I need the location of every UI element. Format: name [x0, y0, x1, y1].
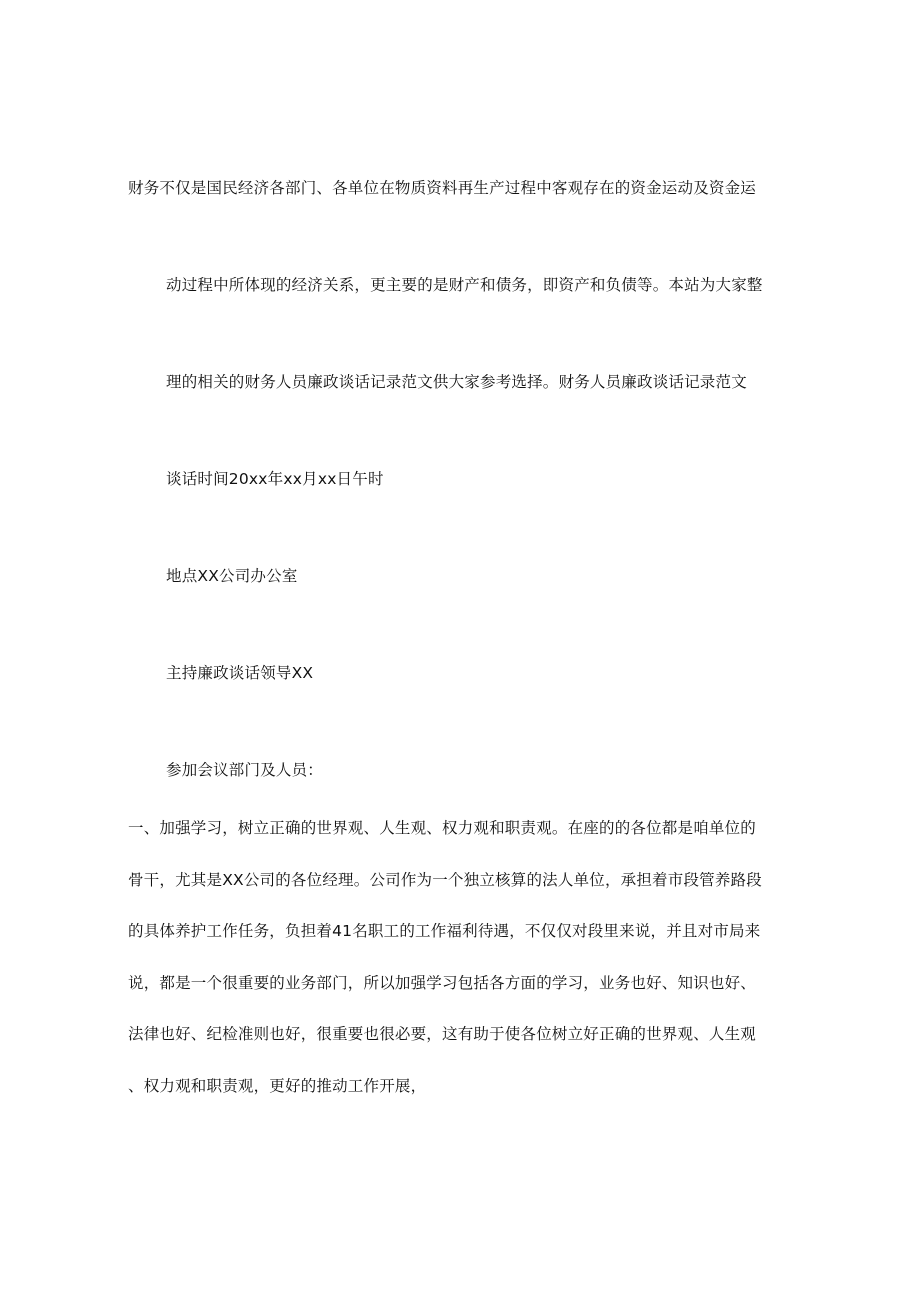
paragraph-line: 、权力观和职责观，更好的推动工作开展， — [128, 1076, 427, 1095]
meeting-time: 谈话时间20xx年xx月xx日午时 — [166, 470, 384, 488]
meeting-host: 主持廉政谈话领导XX — [166, 664, 314, 682]
paragraph-line: 骨干，尤其是XX公司的各位经理。公司作为一个独立核算的法人单位，承担着市段管养路段 — [128, 870, 762, 889]
intro-line-2: 动过程中所体现的经济关系，更主要的是财产和债务，即资产和负债等。本站为大家整 — [166, 276, 763, 294]
paragraph-line: 一、加强学习，树立正确的世界观、人生观、权力观和职责观。在座的的各位都是咱单位的 — [128, 819, 757, 837]
paragraph-line: 的具体养护工作任务，负担着41名职工的工作福利待遇，不仅仅对段里来说，并且对市局来 — [128, 922, 761, 941]
section-1-paragraph — [128, 818, 798, 1128]
intro-line-3: 理的相关的财务人员廉政谈话记录范文供大家参考选择。财务人员廉政谈话记录范文 — [166, 373, 747, 391]
paragraph-line: 法律也好、纪检准则也好，很重要也很必要，这有助于使各位树立好正确的世界观、人生观 — [128, 1025, 757, 1044]
paragraph-line: 说，都是一个很重要的业务部门，所以加强学习包括各方面的学习，业务也好、知识也好、 — [128, 973, 757, 992]
meeting-place: 地点XX公司办公室 — [166, 567, 298, 585]
intro-line-1: 财务不仅是国民经济各部门、各单位在物质资料再生产过程中客观存在的资金运动及资金运 — [128, 179, 757, 197]
meeting-attendees: 参加会议部门及人员： — [166, 761, 324, 779]
